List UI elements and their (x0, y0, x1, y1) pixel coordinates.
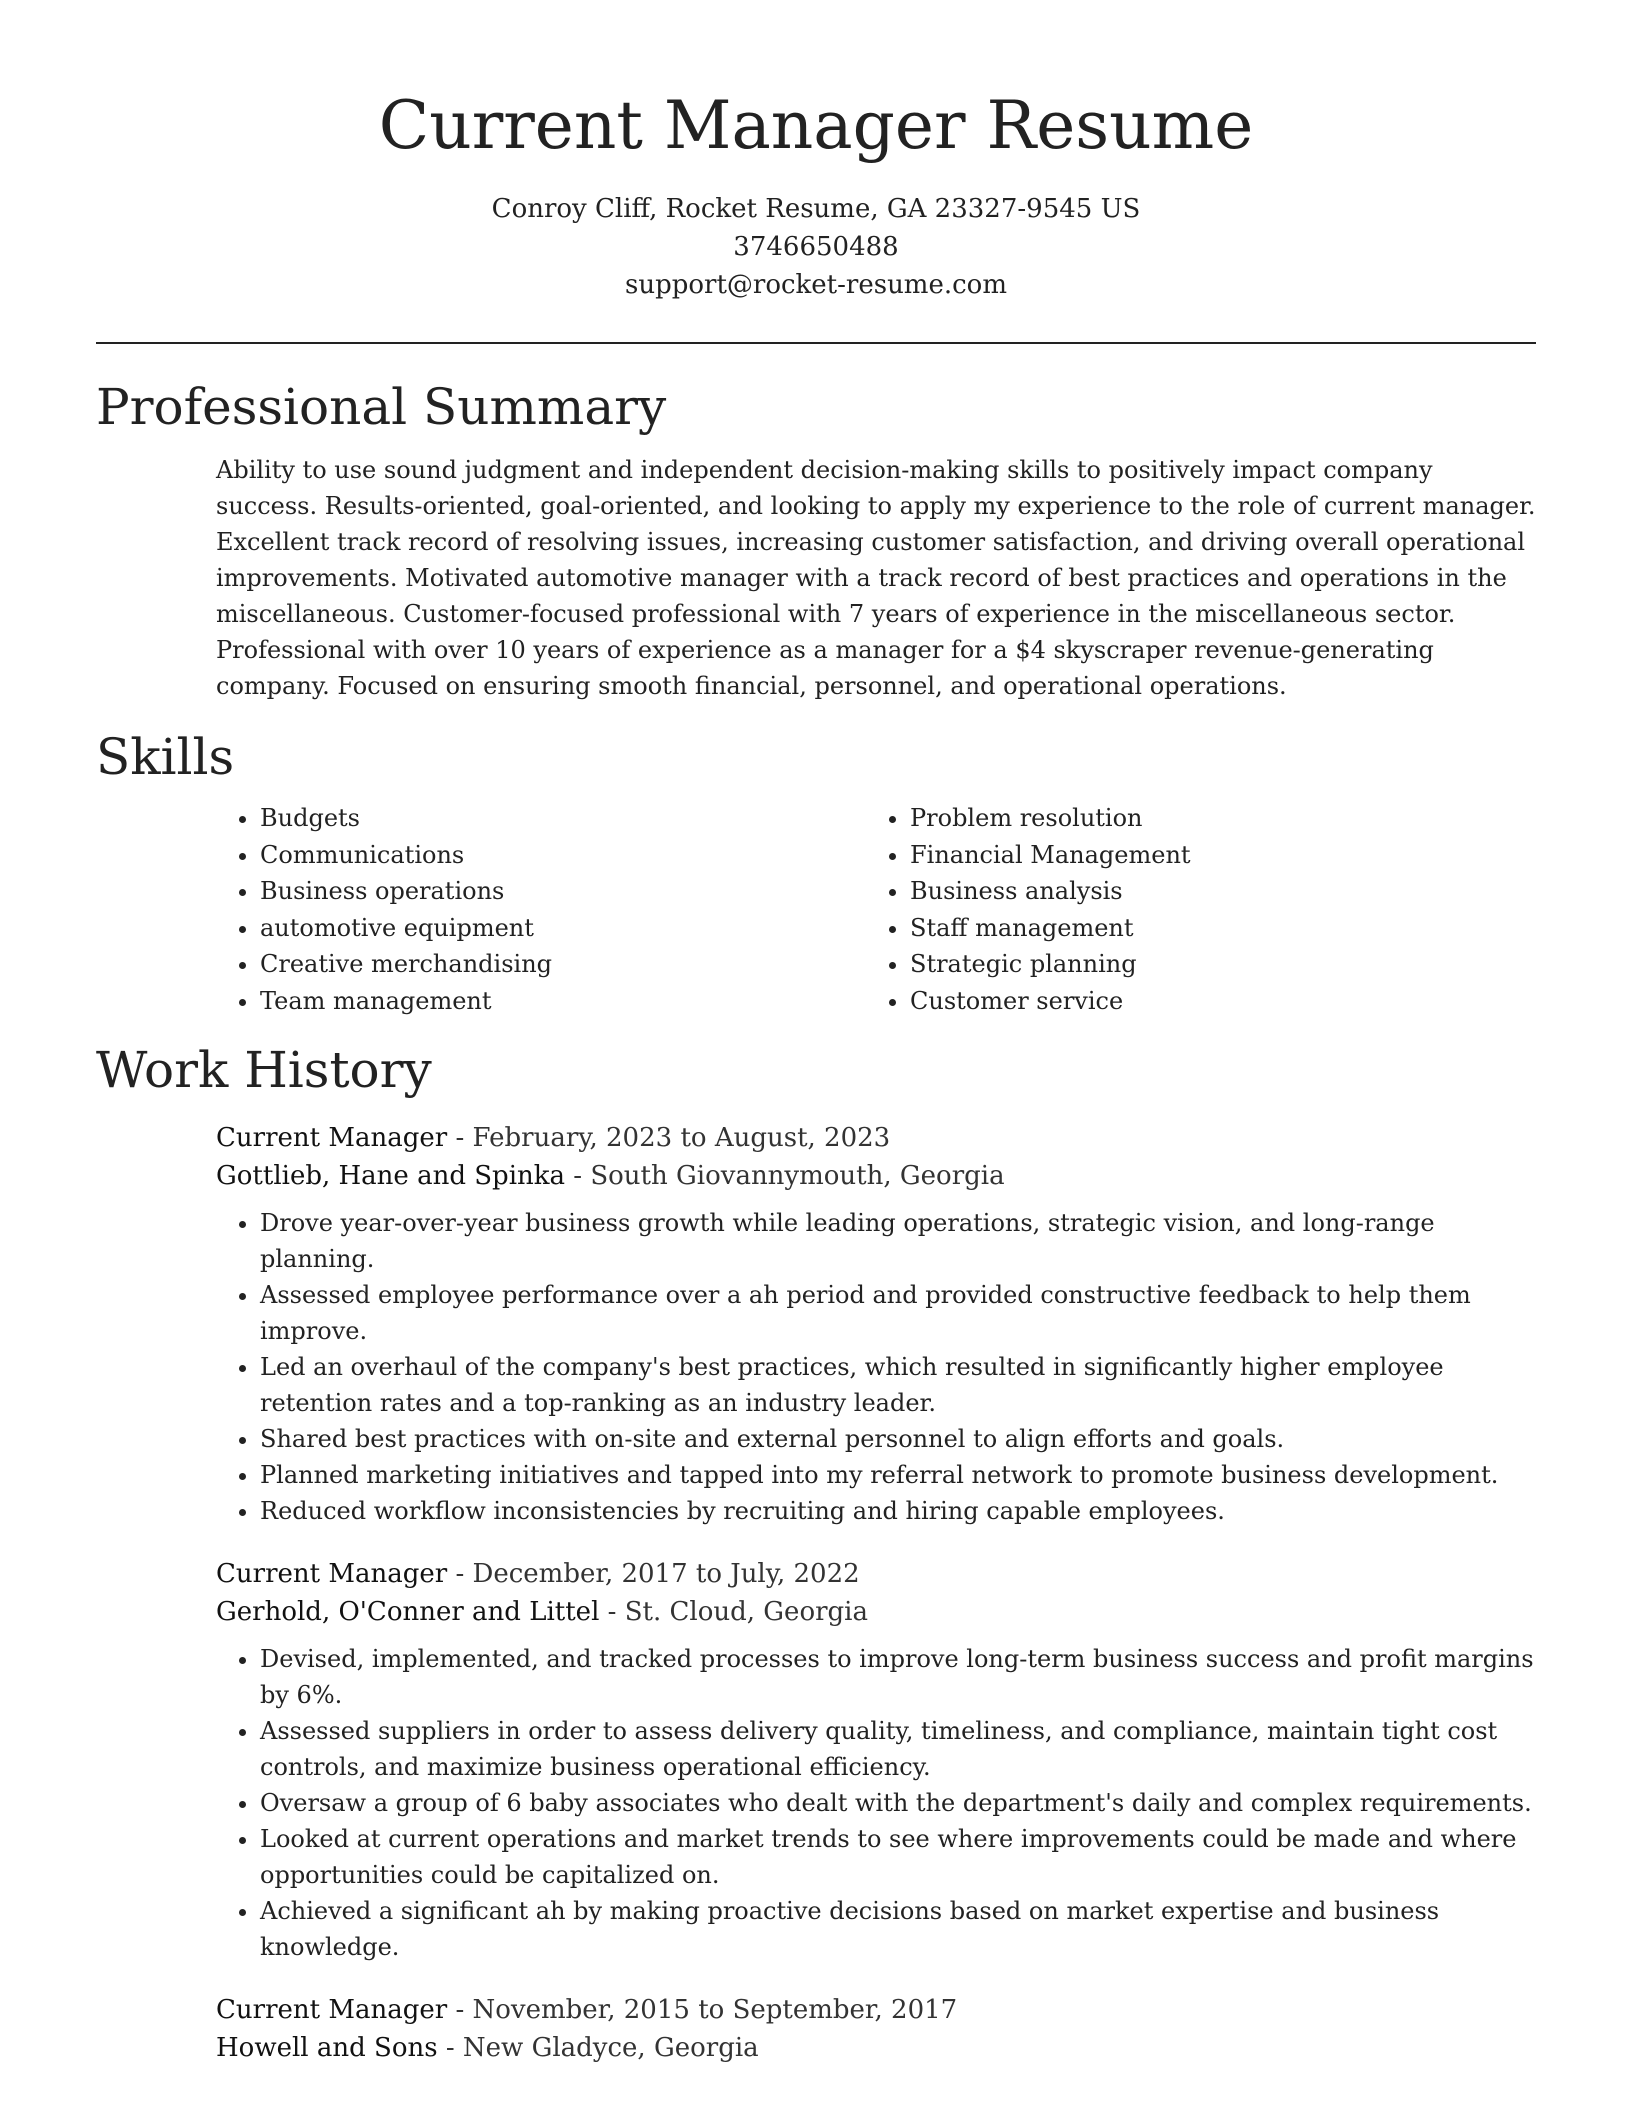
job-location: St. Cloud, Georgia (624, 1597, 868, 1627)
work-history-heading: Work History (96, 1041, 432, 1099)
job-bullet: • Led an overhaul of the company's best practices, which resulted in significantly higher employee retention rates and a top-ranking as an industry leader. (260, 1349, 1536, 1421)
job-bullet: • Oversaw a group of 6 baby associates who dealt with the department's daily and complex requirements. (260, 1785, 1536, 1821)
skill-item: • Financial Management (910, 837, 1536, 874)
skill-item: • Budgets (260, 800, 866, 837)
skill-item: • Strategic planning (910, 946, 1536, 983)
job-entry (216, 1555, 1536, 1965)
skill-item: • Business operations (260, 873, 866, 910)
skill-item: • Business analysis (910, 873, 1536, 910)
skill-item: • Problem resolution (910, 800, 1536, 837)
contact-address: Conroy Cliff, Rocket Resume, GA 23327-9545 US (491, 194, 1141, 224)
job-dates: November, 2015 to September, 2017 (472, 1995, 958, 2025)
summary-text: Ability to use sound judgment and independent decision-making skills to positively impact company success. Results-oriented, goal-oriented, and looking to apply my experience to the role of current manager. Excellent track record of resolving issues, increasing customer satisfaction, and driving overall operational improvements. Motivated automotive manager with a track record of best practices and operations in the miscellaneous. Customer-focused professional with 7 years of experience in the miscellaneous sector. Professional with over 10 years of experience as a manager for a $4 skyscraper revenue-generating company. Focused on ensuring smooth financial, personnel, and operational operations. (216, 456, 1536, 700)
skill-item: • Communications (260, 837, 866, 874)
job-bullets (216, 1205, 1536, 1529)
resume-title: Current Manager Resume (378, 87, 1254, 164)
work-history-section (96, 1039, 1536, 2067)
skills-section (96, 726, 1536, 1019)
header-divider (96, 342, 1536, 344)
job-title-line: Current Manager - November, 2015 to September, 2017 (216, 1995, 958, 2025)
job-company: Gottlieb, Hane and Spinka (216, 1161, 566, 1191)
job-title-line: Current Manager - February, 2023 to August, 2023 (216, 1123, 891, 1153)
job-dates: December, 2017 to July, 2022 (472, 1559, 860, 1589)
job-bullet: • Assessed employee performance over a ah period and provided constructive feedback to help them improve. (260, 1277, 1536, 1349)
skills-heading: Skills (96, 728, 235, 786)
job-bullet: • Shared best practices with on-site and external personnel to align efforts and goals. (260, 1421, 1536, 1457)
job-bullet: • Devised, implemented, and tracked processes to improve long-term business success and profit margins by 6%. (260, 1641, 1536, 1713)
job-company-line: Gerhold, O'Conner and Littel - St. Cloud, Georgia (216, 1597, 868, 1627)
resume-header (96, 0, 1536, 304)
job-bullets (216, 1641, 1536, 1965)
skills-list-left (216, 800, 866, 1019)
skill-item: • Team management (260, 983, 866, 1020)
skills-list-right (866, 800, 1536, 1019)
job-company-line: Howell and Sons - New Gladyce, Georgia (216, 2033, 759, 2063)
contact-info (96, 190, 1536, 304)
job-location: South Giovannymouth, Georgia (590, 1161, 1005, 1191)
skills-columns (216, 800, 1536, 1019)
job-bullet: • Achieved a significant ah by making proactive decisions based on market expertise and business knowledge. (260, 1893, 1536, 1965)
job-title: Current Manager (216, 1995, 448, 2025)
job-company-line: Gottlieb, Hane and Spinka - South Giovannymouth, Georgia (216, 1161, 1005, 1191)
skill-item: • Creative merchandising (260, 946, 866, 983)
job-list (216, 1119, 1536, 2067)
job-bullet: • Reduced workflow inconsistencies by recruiting and hiring capable employees. (260, 1493, 1536, 1529)
job-company: Gerhold, O'Conner and Littel (216, 1597, 600, 1627)
job-bullet: • Assessed suppliers in order to assess delivery quality, timeliness, and compliance, maintain tight cost controls, and maximize business operational efficiency. (260, 1713, 1536, 1785)
job-title: Current Manager (216, 1123, 448, 1153)
job-company: Howell and Sons (216, 2033, 438, 2063)
job-bullet: • Drove year-over-year business growth while leading operations, strategic vision, and long-range planning. (260, 1205, 1536, 1277)
summary-heading: Professional Summary (96, 378, 667, 436)
skill-item: • Customer service (910, 983, 1536, 1020)
job-entry (216, 1991, 1536, 2067)
contact-email: support@rocket-resume.com (624, 270, 1007, 300)
summary-section (96, 376, 1536, 704)
skill-item: • Staff management (910, 910, 1536, 947)
contact-phone: 3746650488 (733, 232, 899, 262)
skill-item: • automotive equipment (260, 910, 866, 947)
job-title-line: Current Manager - December, 2017 to July, 2022 (216, 1559, 860, 1589)
job-bullet: • Planned marketing initiatives and tapped into my referral network to promote business development. (260, 1457, 1536, 1493)
job-location: New Gladyce, Georgia (462, 2033, 759, 2063)
job-dates: February, 2023 to August, 2023 (472, 1123, 891, 1153)
job-bullet: • Looked at current operations and market trends to see where improvements could be made and where opportunities could be capitalized on. (260, 1821, 1536, 1893)
job-title: Current Manager (216, 1559, 448, 1589)
job-entry (216, 1119, 1536, 1529)
